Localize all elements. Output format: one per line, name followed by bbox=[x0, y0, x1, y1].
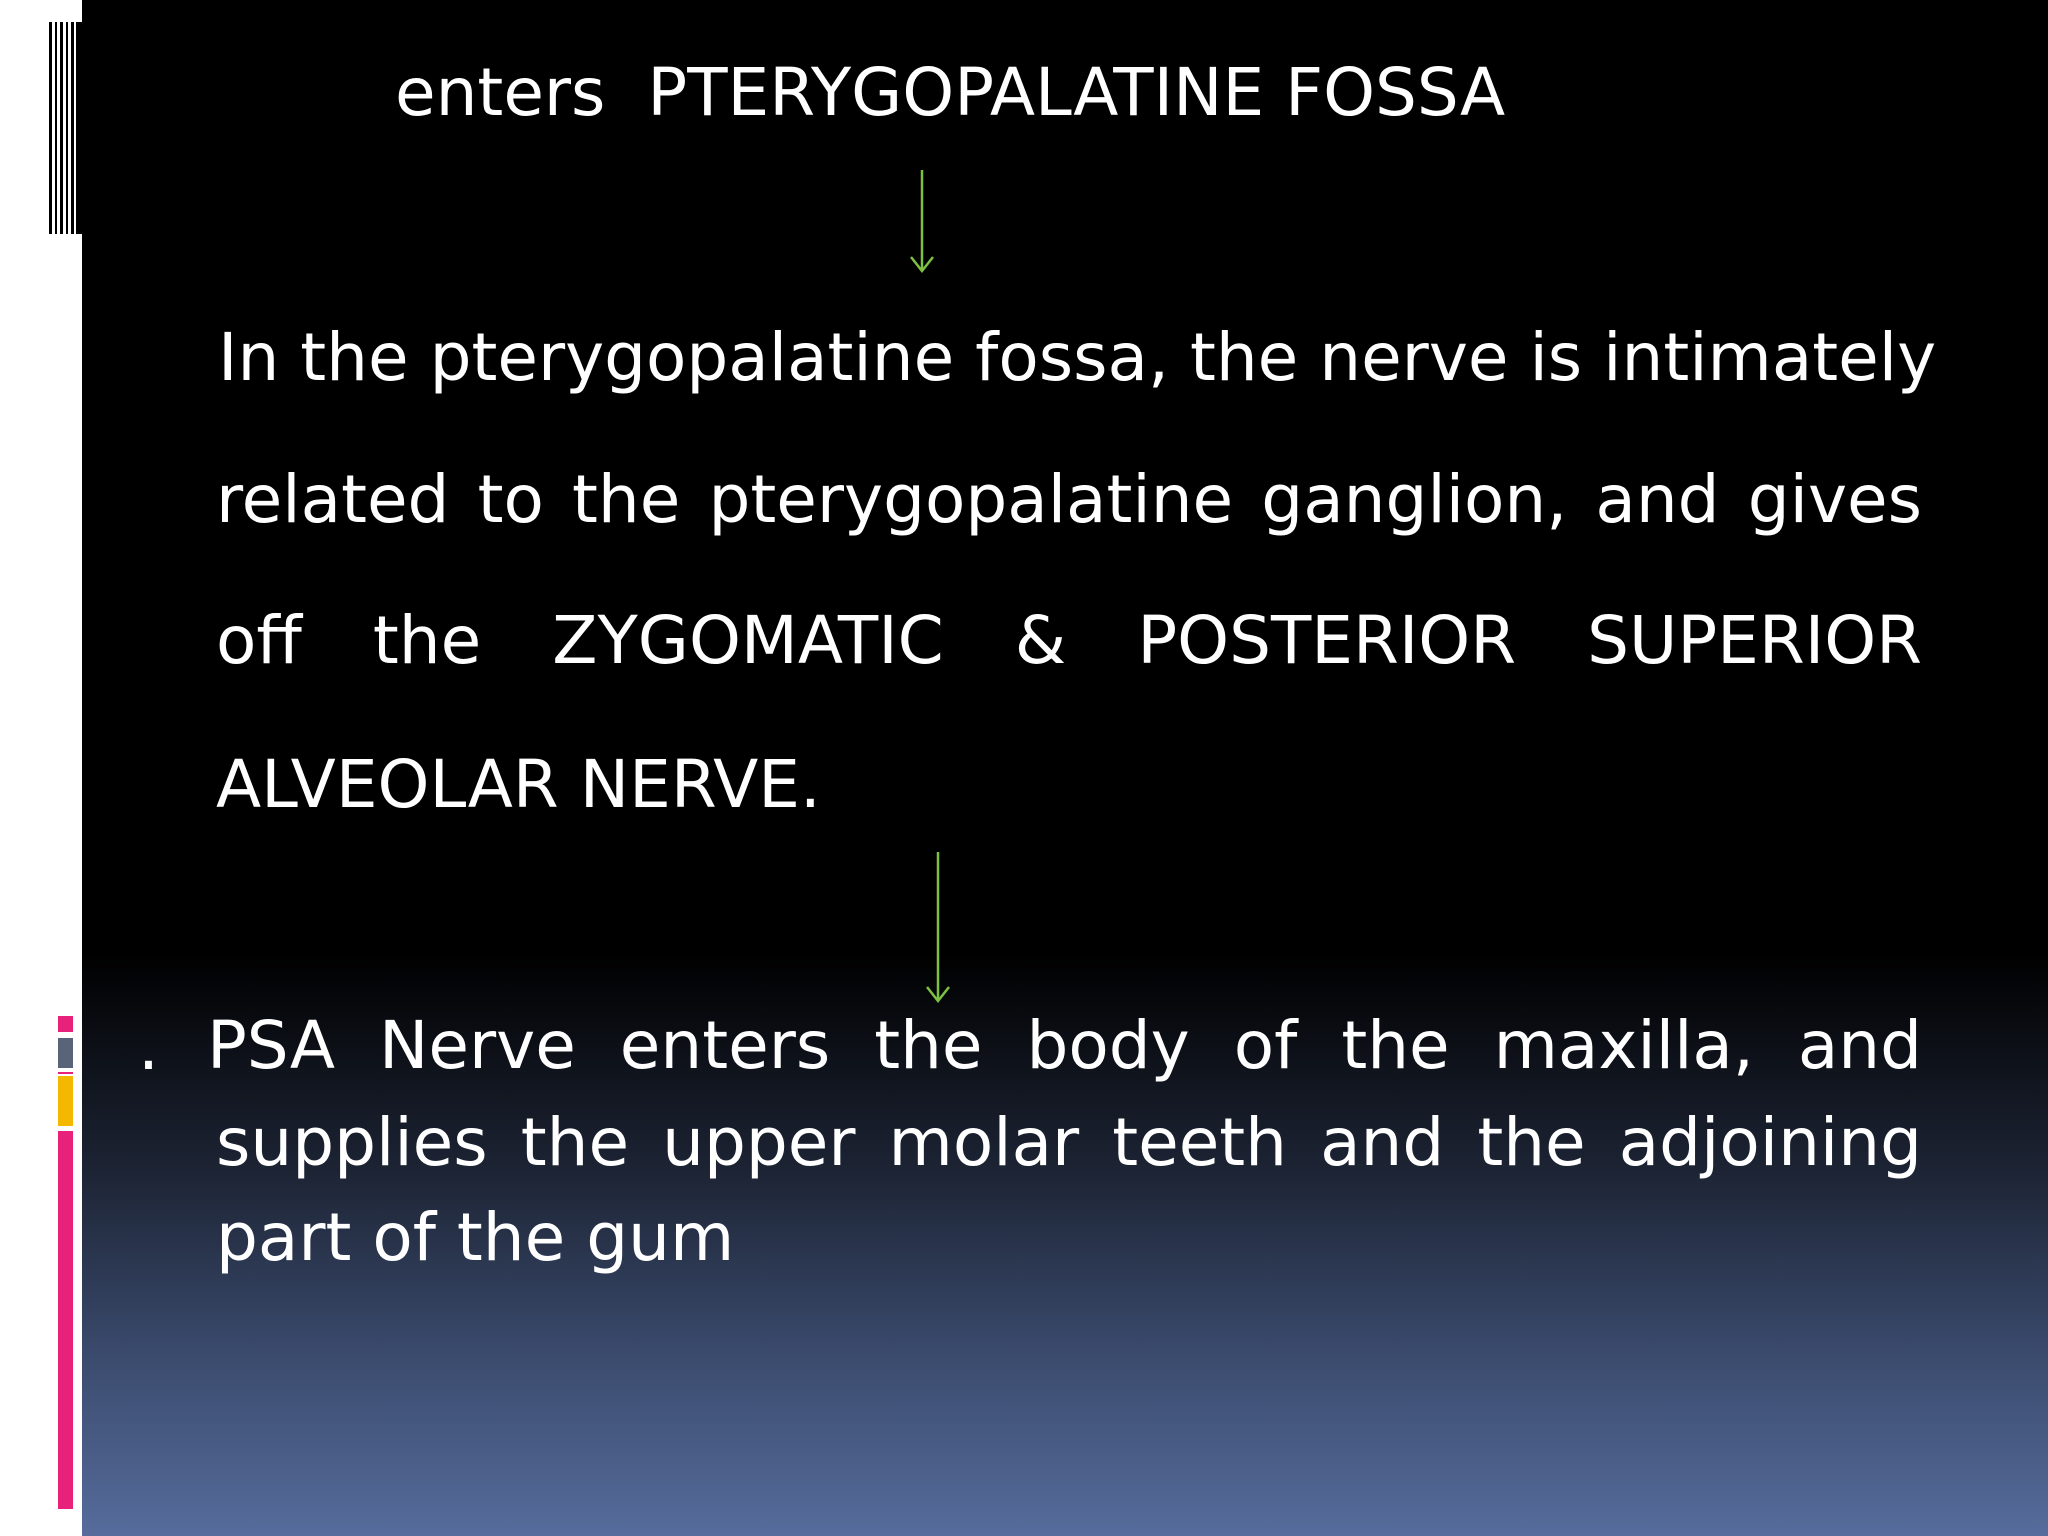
bullet-line-1: PSA Nerve enters the body of the maxilla, and bbox=[207, 1007, 1922, 1084]
decorative-bars bbox=[49, 22, 82, 234]
accent-pink-bar bbox=[58, 1131, 73, 1509]
bullet-marker: . bbox=[138, 1008, 159, 1085]
down-arrow-1 bbox=[902, 168, 942, 280]
paragraph-line-3: off the ZYGOMATIC & POSTERIOR SUPERIOR bbox=[216, 602, 1922, 679]
bullet-line-2: supplies the upper molar teeth and the adjoining bbox=[216, 1104, 1922, 1181]
left-white-stripe bbox=[0, 0, 82, 1536]
bullet-line-3: part of the gum bbox=[216, 1199, 735, 1276]
paragraph-line-4: ALVEOLAR NERVE. bbox=[216, 746, 821, 823]
paragraph-line-1: In the pterygopalatine fossa, the nerve is intimately bbox=[218, 319, 1937, 396]
paragraph-line-2: related to the pterygopalatine ganglion, and gives bbox=[216, 461, 1922, 538]
slide-heading: enters PTERYGOPALATINE FOSSA bbox=[395, 54, 1506, 131]
accent-pink-mid bbox=[58, 1072, 73, 1074]
accent-pink-top bbox=[58, 1016, 73, 1032]
down-arrow-2 bbox=[918, 850, 958, 1010]
accent-gray bbox=[58, 1038, 73, 1068]
accent-orange bbox=[58, 1076, 73, 1126]
